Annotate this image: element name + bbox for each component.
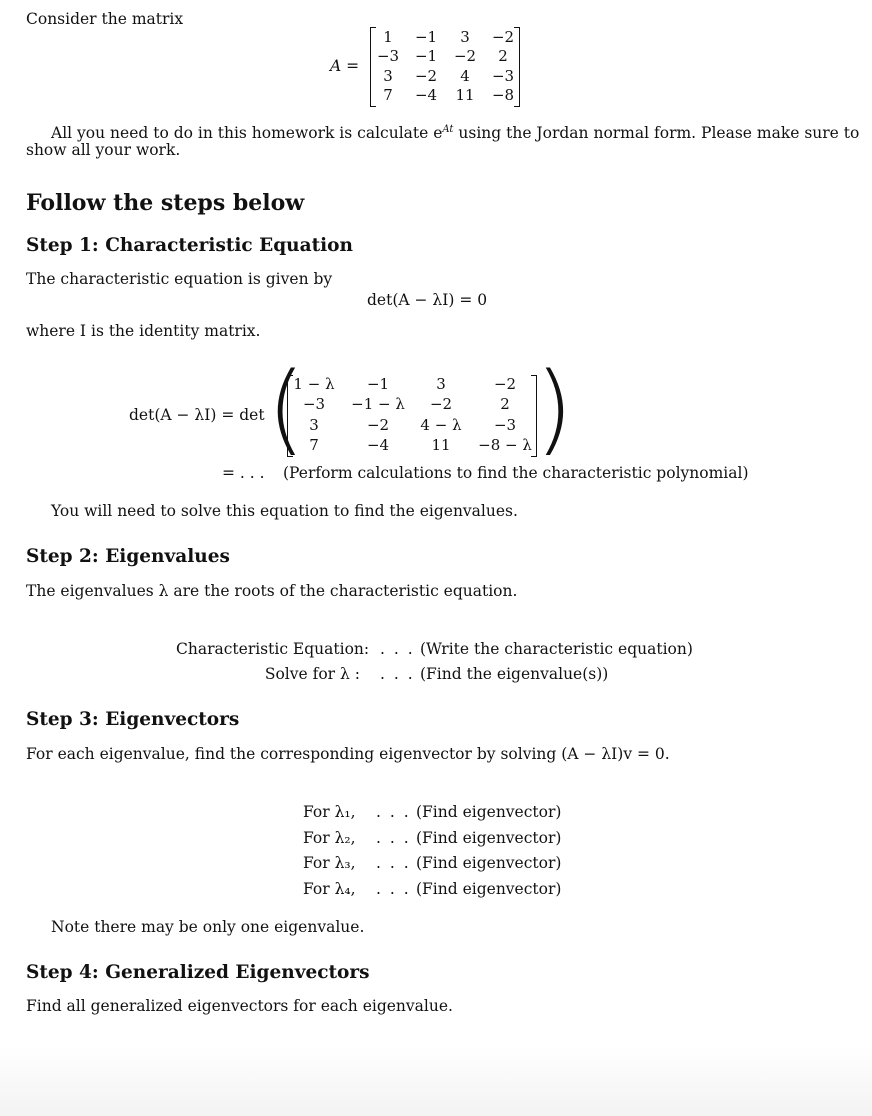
- intro-text: Consider the matrix: [26, 10, 184, 28]
- eigen-row-2-label: For λ₂,: [303, 829, 356, 847]
- step1-where: where I is the identity matrix.: [26, 322, 261, 340]
- det-matrix-cell-1-0: −3: [302, 395, 326, 413]
- det-matrix-cell-2-3: −3: [493, 416, 517, 434]
- matrix-a-cell-0-2: 3: [460, 28, 470, 46]
- section-title: Follow the steps below: [26, 190, 305, 216]
- eigen-row-3-label: For λ₃,: [303, 854, 356, 872]
- step3-title: Step 3: Eigenvectors: [26, 709, 240, 730]
- det-matrix-cell-2-2: 4 − λ: [420, 416, 462, 434]
- det-matrix-cell-2-0: 3: [309, 416, 319, 434]
- char-eq-note: (Write the characteristic equation): [420, 640, 693, 658]
- eigen-row-3-dots: . . .: [376, 854, 411, 872]
- det-matrix-cell-0-1: −1: [366, 375, 390, 393]
- solve-lambda-label: Solve for λ :: [264, 665, 360, 683]
- det-matrix-cell-1-2: −2: [429, 395, 453, 413]
- solve-note: You will need to solve this equation to find the eigenvalues.: [51, 502, 518, 520]
- right-paren: ): [535, 352, 574, 466]
- det-matrix-cell-0-3: −2: [493, 375, 517, 393]
- matrix-a-cell-0-3: −2: [491, 28, 515, 46]
- char-eq-label: Characteristic Equation:: [176, 640, 370, 658]
- step3-note: Note there may be only one eigenvalue.: [51, 918, 365, 936]
- matrix-a-cell-3-3: −8: [491, 86, 515, 104]
- det-matrix-cell-0-2: 3: [436, 375, 446, 393]
- eigen-row-1-note: (Find eigenvector): [416, 803, 562, 821]
- matrix-a-cell-3-0: 7: [383, 86, 393, 104]
- eq-dots: = . . .: [222, 464, 265, 482]
- matrix-a-cell-0-1: −1: [414, 28, 438, 46]
- step3-desc: For each eigenvalue, find the corresponding eigenvector by solving (A − λI)v = 0.: [26, 745, 670, 763]
- eigen-row-2-dots: . . .: [376, 829, 411, 847]
- eigen-row-1-dots: . . .: [376, 803, 411, 821]
- matrix-a-cell-3-1: −4: [414, 86, 438, 104]
- matrix-a-cell-2-3: −3: [491, 67, 515, 85]
- char-eq-dots: . . .: [380, 640, 415, 658]
- eigen-row-3-note: (Find eigenvector): [416, 854, 562, 872]
- det-matrix-cell-3-3: −8 − λ: [478, 436, 532, 454]
- calc-note: (Perform calculations to find the characteristic polynomial): [283, 464, 749, 482]
- eigen-row-2-note: (Find eigenvector): [416, 829, 562, 847]
- det-matrix-cell-0-0: 1 − λ: [293, 375, 335, 393]
- matrix-a-cell-1-1: −1: [414, 47, 438, 65]
- eigen-row-1-label: For λ₁,: [303, 803, 356, 821]
- solve-lambda-note: (Find the eigenvalue(s)): [420, 665, 609, 683]
- det-matrix-cell-1-1: −1 − λ: [351, 395, 405, 413]
- eigen-row-4-dots: . . .: [376, 880, 411, 898]
- instruction-line-2: show all your work.: [26, 141, 181, 159]
- instruction-pre: All you need to do in this homework is calculate e: [51, 124, 443, 142]
- matrix-a-cell-2-2: 4: [460, 67, 470, 85]
- step4-title: Step 4: Generalized Eigenvectors: [26, 962, 370, 983]
- matrix-a-cell-1-3: 2: [498, 47, 508, 65]
- step2-title: Step 2: Eigenvalues: [26, 546, 230, 567]
- matrix-a-cell-2-0: 3: [383, 67, 393, 85]
- det-matrix-cell-3-0: 7: [309, 436, 319, 454]
- matrix-a-cell-1-0: −3: [376, 47, 400, 65]
- matrix-a-cell-2-1: −2: [414, 67, 438, 85]
- left-paren: (: [267, 352, 306, 466]
- matrix-a-cell-3-2: 11: [455, 86, 475, 104]
- instruction-exp: At: [442, 124, 454, 135]
- instruction-post: using the Jordan normal form. Please make sure to: [453, 124, 860, 142]
- det-matrix-cell-1-3: 2: [500, 395, 510, 413]
- det-matrix-cell-3-1: −4: [366, 436, 390, 454]
- page-bottom-shade: [0, 1046, 872, 1116]
- eigen-row-4-label: For λ₄,: [303, 880, 356, 898]
- det-matrix-cell-2-1: −2: [366, 416, 390, 434]
- matrix-a-cell-1-2: −2: [453, 47, 477, 65]
- step1-equation: det(A − λI) = 0: [367, 291, 488, 309]
- det-matrix-cell-3-2: 11: [431, 436, 451, 454]
- step1-title: Step 1: Characteristic Equation: [26, 235, 353, 256]
- solve-lambda-dots: . . .: [380, 665, 415, 683]
- step2-desc: The eigenvalues λ are the roots of the characteristic equation.: [26, 582, 518, 600]
- matrix-label: A =: [330, 57, 360, 75]
- matrix-a-cell-0-0: 1: [383, 28, 393, 46]
- det-label: det(A − λI) = det: [129, 406, 265, 424]
- step1-given-by: The characteristic equation is given by: [26, 270, 333, 288]
- eigen-row-4-note: (Find eigenvector): [416, 880, 562, 898]
- step4-desc: Find all generalized eigenvectors for each eigenvalue.: [26, 997, 453, 1015]
